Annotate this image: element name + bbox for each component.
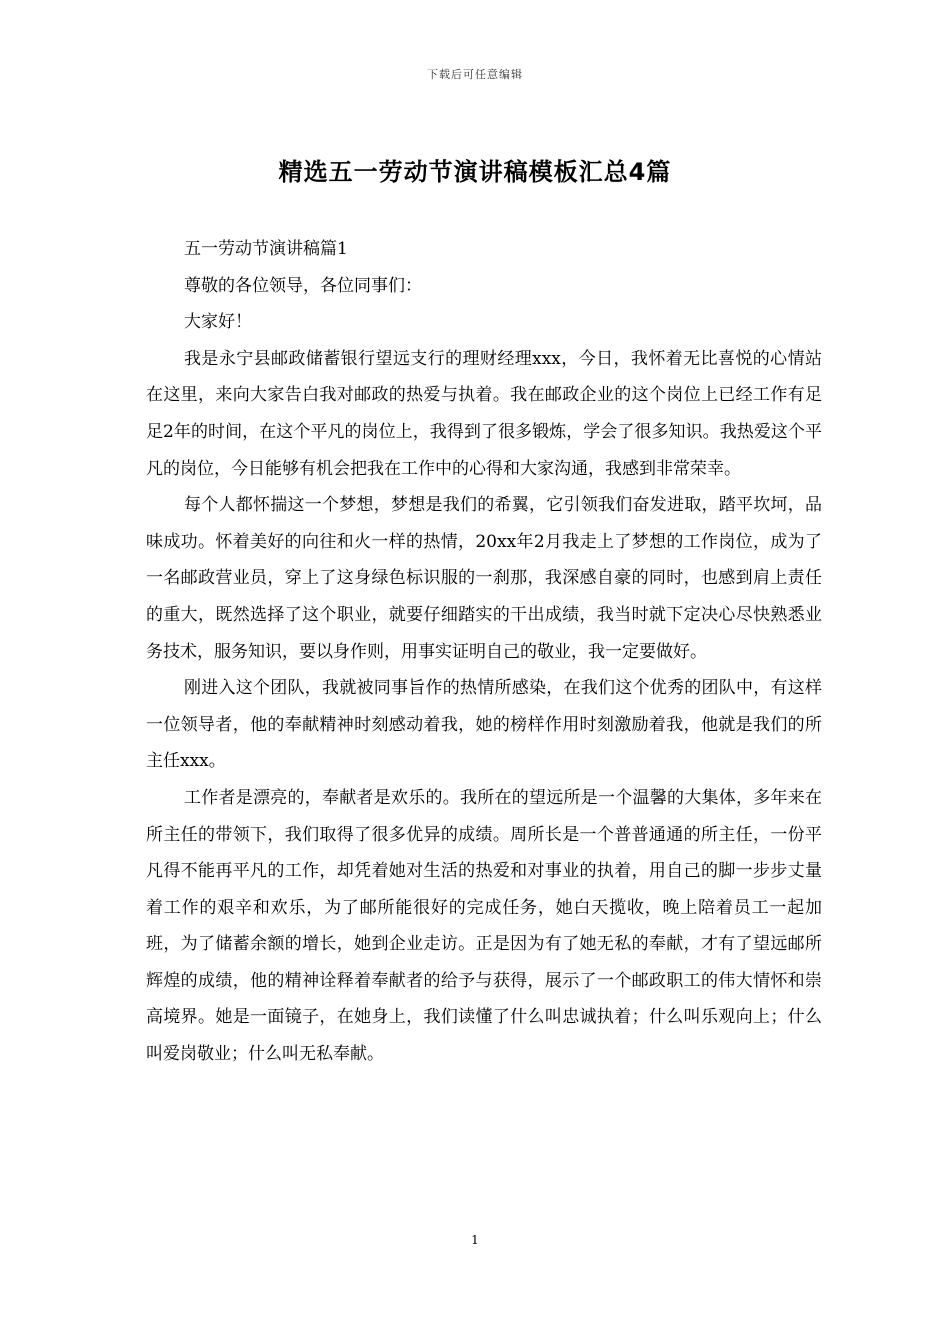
document-title: 精选五一劳动节演讲稿模板汇总4篇 — [278, 158, 672, 186]
body-paragraph: 我是永宁县邮政储蓄银行望远支行的理财经理xxx，今日，我怀着无比喜悦的心情站在这里，来向大家告白我对邮政的热爱与执着。我在邮政企业的这个岗位上已经工作有足足2年的时间，在这个平凡的岗位上，我得到了很多锻炼，学会了很多知识。我热爱这个平凡的岗位，今日能够有机会把我在工作中的心得和大家沟通，我感到非常荣幸。 — [146, 348, 822, 479]
salutation: 尊敬的各位领导，各位同事们： — [184, 275, 422, 296]
body-paragraph: 工作者是漂亮的，奉献者是欢乐的。我所在的望远所是一个温馨的大集体，多年来在所主任的带领下，我们取得了很多优异的成绩。周所长是一个普普通通的所主任，一份平凡得不能再平凡的工作，却凭着她对生活的热爱和对事业的执着，用自己的脚一步步丈量着工作的艰辛和欢乐，为了邮所能很好的完成任务，她白天揽收，晚上陪着员工一起加班，为了储蓄余额的增长，她到企业走访。正是因为有了她无私的奉献，才有了望远邮所辉煌的成绩，他的精神诠释着奉献者的给予与获得，展示了一个邮政职工的伟大情怀和崇高境界。她是一面镜子，在她身上，我们读懂了什么叫忠诚执着；什么叫乐观向上；什么叫爱岗敬业；什么叫无私奉献。 — [146, 787, 822, 1065]
greeting: 大家好！ — [184, 312, 252, 333]
section-heading: 五一劳动节演讲稿篇1 — [184, 239, 348, 259]
body-paragraph: 每个人都怀揣这一个梦想，梦想是我们的希翼，它引领我们奋发进取，踏平坎坷，品味成功。怀着美好的向往和火一样的热情，20xx年2月我走上了梦想的工作岗位，成为了一名邮政营业员，穿上了这身绿色标识服的一刹那，我深感自豪的同时，也感到肩上责任的重大，既然选择了这个职业，就要仔细踏实的干出成绩，我当时就下定决心尽快熟悉业务技术，服务知识，要以身作则，用事实证明自己的敬业，我一定要做好。 — [146, 495, 822, 662]
page-number: 1 — [471, 1233, 479, 1247]
body-paragraph: 刚进入这个团队，我就被同事旨作的热情所感染，在我们这个优秀的团队中，有这样一位领导者，他的奉献精神时刻感动着我，她的榜样作用时刻激励着我，他就是我们的所主任xxx。 — [146, 678, 822, 772]
page-header-note: 下载后可任意编辑 — [427, 68, 523, 81]
document-body — [146, 231, 822, 1073]
